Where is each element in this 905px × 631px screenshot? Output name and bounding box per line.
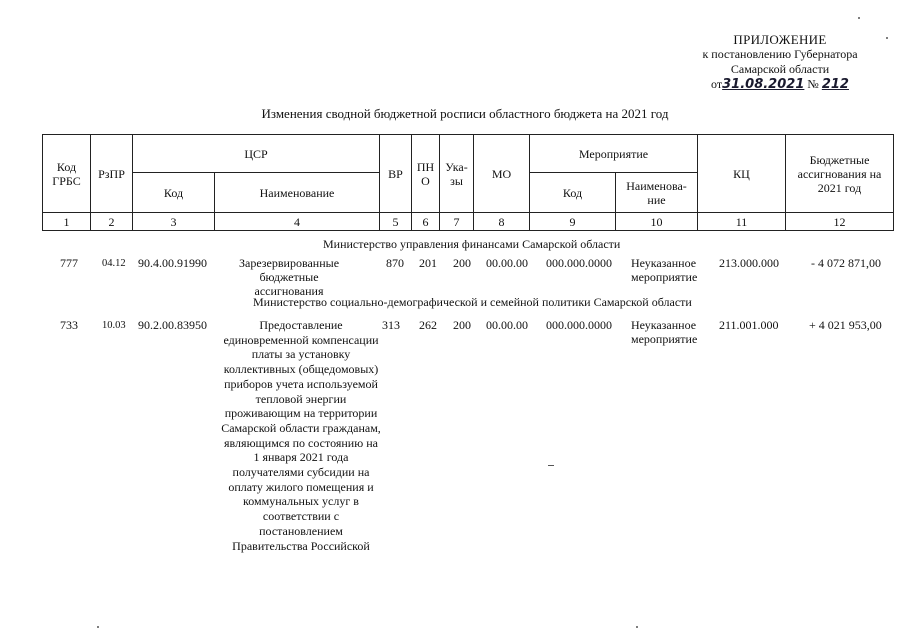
header-csr-kod: Код — [133, 173, 215, 213]
row-mer-kod: 000.000.0000 — [546, 256, 612, 270]
column-number: 2 — [91, 213, 133, 231]
row-rzpr: 10.03 — [102, 320, 126, 331]
row-mo: 00.00.00 — [486, 256, 528, 270]
header-assign: Бюджетные ассигнования на 2021 год — [786, 135, 894, 213]
row-mo: 00.00.00 — [486, 318, 528, 332]
row-mer-name: Неуказанное мероприятие — [631, 318, 698, 346]
header-pno: ПН О — [412, 135, 440, 213]
header-mer-name: Наименова- ние — [616, 173, 698, 213]
row-amount: + 4 021 953,00 — [809, 318, 882, 332]
scan-speck — [548, 465, 554, 466]
column-number: 10 — [616, 213, 698, 231]
column-number: 3 — [133, 213, 215, 231]
column-number: 7 — [440, 213, 474, 231]
row-grbs: 733 — [60, 318, 78, 332]
header-mer-kod: Код — [530, 173, 616, 213]
handwritten-number: 212 — [821, 77, 849, 92]
column-number: 11 — [698, 213, 786, 231]
column-number: 8 — [474, 213, 530, 231]
header-csr-name: Наименование — [215, 173, 380, 213]
column-number: 9 — [530, 213, 616, 231]
row-kc: 211.001.000 — [719, 318, 779, 332]
number-prefix: № — [807, 77, 819, 91]
scan-speck — [636, 626, 638, 628]
column-number: 6 — [412, 213, 440, 231]
header-mo: МО — [474, 135, 530, 213]
row-amount: - 4 072 871,00 — [811, 256, 881, 270]
row-kc: 213.000.000 — [719, 256, 779, 270]
appendix-line-1: к постановлению Губернатора — [702, 47, 858, 61]
row-ukazy: 200 — [453, 318, 471, 332]
budget-table-header — [42, 134, 894, 231]
row-vr: 870 — [386, 256, 404, 270]
row-rzpr: 04.12 — [102, 258, 126, 269]
row-pno: 262 — [419, 318, 437, 332]
header-meropriyatie: Мероприятие — [530, 135, 698, 173]
scan-speck — [858, 17, 860, 19]
handwritten-date: 31.08.2021 — [722, 77, 805, 92]
row-ukazy: 200 — [453, 256, 471, 270]
scan-speck — [97, 626, 99, 628]
document-title: Изменения сводной бюджетной росписи областного бюджета на 2021 год — [261, 106, 669, 121]
row-vr: 313 — [382, 318, 400, 332]
column-number: 4 — [215, 213, 380, 231]
row-mer-name: Неуказанное мероприятие — [631, 256, 698, 284]
header-kod-grbs: Код ГРБС — [43, 135, 91, 213]
row-grbs: 777 — [60, 256, 78, 270]
column-number: 5 — [380, 213, 412, 231]
row-name: Зарезервированные бюджетные ассигнования — [238, 256, 340, 298]
appendix-line-2: Самарской области — [730, 62, 830, 76]
header-kc: КЦ — [698, 135, 786, 213]
scan-speck — [886, 37, 888, 39]
row-csr-kod: 90.2.00.83950 — [138, 318, 207, 332]
column-number: 12 — [786, 213, 894, 231]
appendix-block — [680, 32, 880, 92]
header-ukazy: Ука- зы — [440, 135, 474, 213]
ministry-heading: Министерство социально-демографической и семейной политики Самарской области — [253, 295, 692, 309]
date-prefix: от — [711, 77, 723, 91]
header-rzpr: РзПР — [91, 135, 133, 213]
row-name: Предоставление единовременной компенсации платы за установку коллективных (общедомовых) приборов учета используемой тепловой энергии проживающим на территории Самарской области гражданам, являющимся по состоянию на 1 января 2021 года получателями субсидии на оплату жилого помещения и коммунальных услуг в соответствии с постановлением Правительства Российской — [221, 318, 381, 553]
appendix-date-line — [680, 77, 880, 92]
ministry-heading: Министерство управления финансами Самарской области — [323, 237, 621, 251]
row-mer-kod: 000.000.0000 — [546, 318, 612, 332]
appendix-title: ПРИЛОЖЕНИЕ — [733, 32, 827, 47]
header-vr: ВР — [380, 135, 412, 213]
row-csr-kod: 90.4.00.91990 — [138, 256, 207, 270]
column-number: 1 — [43, 213, 91, 231]
header-csr: ЦСР — [133, 135, 380, 173]
row-pno: 201 — [419, 256, 437, 270]
